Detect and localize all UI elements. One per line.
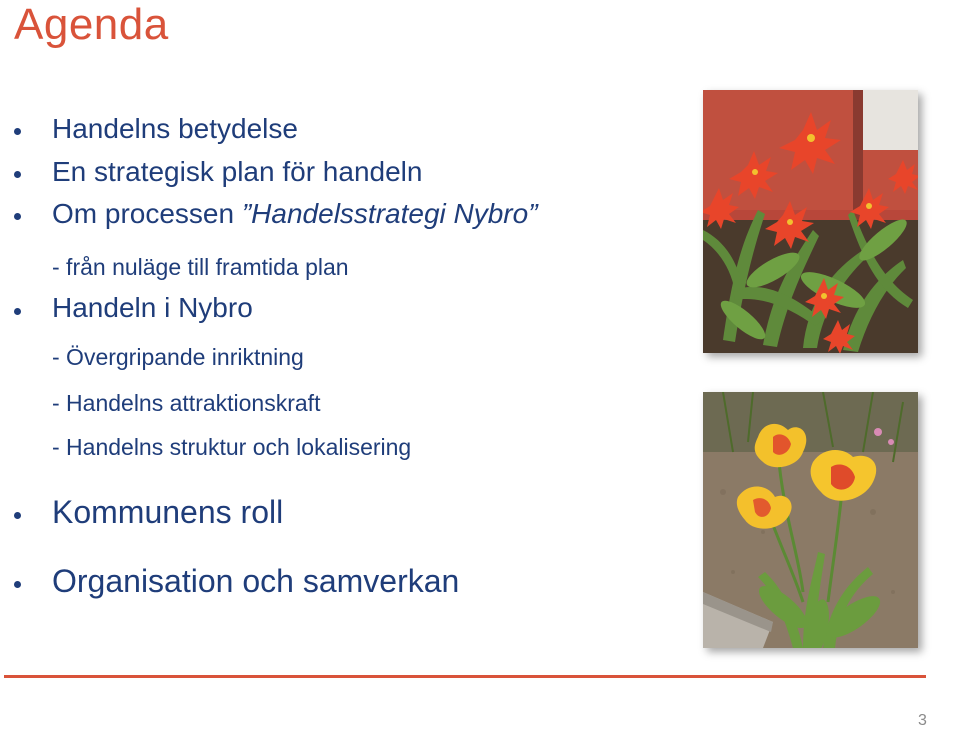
bullet-dot — [14, 171, 21, 178]
page-number: 3 — [918, 712, 927, 729]
bullet-dot — [14, 128, 21, 135]
agenda-item-om-processen — [52, 198, 538, 230]
yellow-tulips-image — [703, 392, 918, 648]
agenda-item-handelsstrategi-nybro: ”Handelsstrategi Nybro” — [241, 198, 538, 229]
agenda-subitem-attraktionskraft: - Handelns attraktionskraft — [52, 390, 321, 416]
agenda-item-strategisk-plan: En strategisk plan för handeln — [52, 156, 423, 187]
bullet-dot — [14, 308, 21, 315]
bullet-dot — [14, 213, 21, 220]
agenda-item-organisation: Organisation och samverkan — [52, 563, 460, 599]
agenda-subitem-overgripande: - Övergripande inriktning — [52, 344, 304, 370]
agenda-subitem-struktur: - Handelns struktur och lokalisering — [52, 434, 412, 460]
bullet-dot — [14, 512, 21, 519]
yellow-tulips-photo — [703, 392, 918, 648]
red-tulips-image — [703, 90, 918, 353]
agenda-item-handeln-i-nybro: Handeln i Nybro — [52, 292, 253, 323]
agenda-item-om-processen-text: Om processen — [52, 198, 242, 229]
bullet-dot — [14, 581, 21, 588]
slide-title: Agenda — [14, 0, 169, 49]
footer-divider — [4, 675, 926, 678]
agenda-item-handelns-betydelse: Handelns betydelse — [52, 113, 298, 144]
agenda-item-kommunens-roll: Kommunens roll — [52, 494, 284, 530]
red-tulips-photo — [703, 90, 918, 353]
agenda-subitem-nulage: - från nuläge till framtida plan — [52, 254, 349, 280]
